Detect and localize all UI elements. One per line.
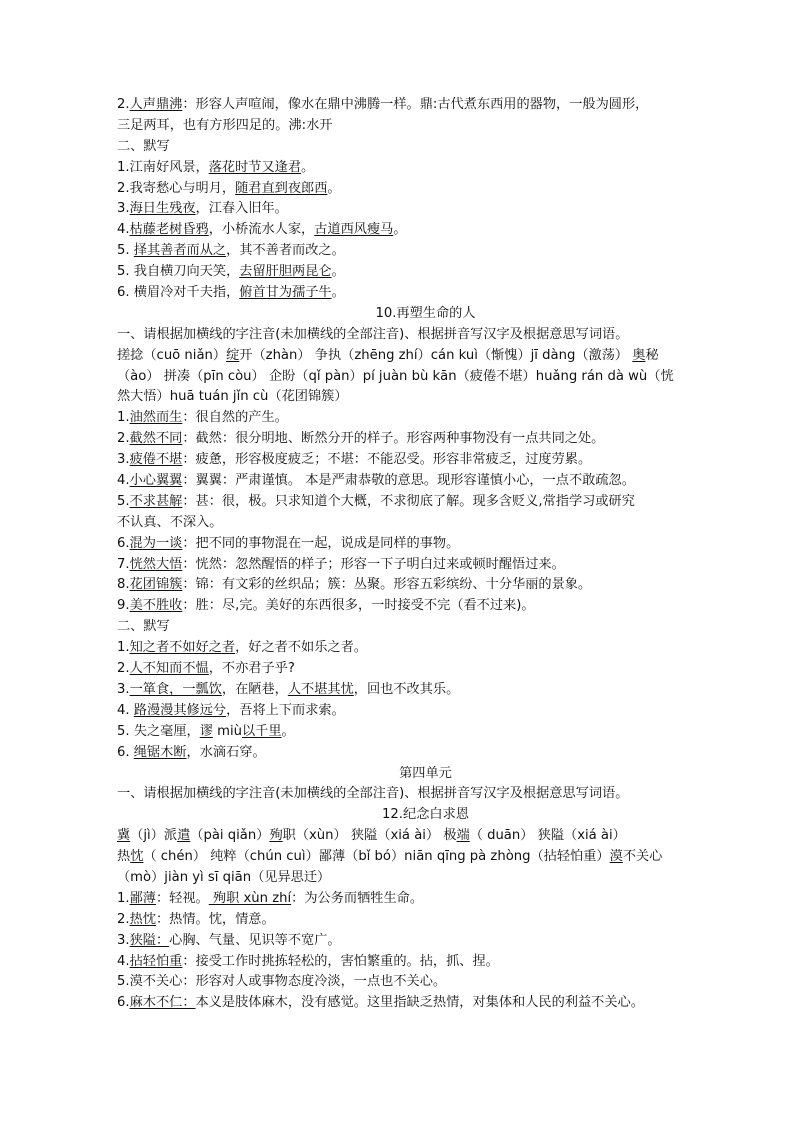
underlined-term: 狭隘： [129, 932, 170, 948]
text-run: 二、默写 [117, 138, 170, 154]
text-run: 9. [117, 598, 130, 614]
underlined-term: 小心翼翼 [129, 473, 183, 489]
text-line [117, 952, 734, 973]
text-line [117, 116, 734, 137]
text-run: 5. [117, 493, 130, 509]
text-run: 第四单元 [399, 765, 452, 781]
text-run: 1. [117, 890, 130, 906]
text-line [117, 137, 734, 158]
text-line [117, 680, 734, 701]
underlined-term: 鄙薄 [129, 890, 156, 906]
text-line [117, 743, 734, 764]
underlined-term: 奥 [632, 347, 646, 363]
text-line [117, 596, 734, 617]
underlined-term: 海日生残夜 [129, 201, 196, 217]
text-line [117, 826, 734, 847]
text-line [117, 931, 734, 952]
underlined-term: 俯首甘为孺子牛 [239, 285, 332, 301]
document-body [117, 95, 734, 1014]
text-line [117, 492, 734, 513]
text-run: ，其不善者而改之。 [226, 243, 345, 259]
text-line [117, 575, 734, 596]
text-run: 6. [117, 535, 130, 551]
underlined-term: 截然不同 [129, 431, 183, 447]
underlined-term: 油然而生 [129, 410, 183, 426]
text-run: ：形容人声喧闹，像水在鼎中沸腾一样。鼎:古代煮东西用的器物，一般为圆形， [182, 97, 649, 112]
text-run: 1.江南好风景， [117, 159, 209, 175]
section-heading [117, 304, 734, 325]
text-run: ：翼翼：严肃谨慎。 本是严肃恭敬的意思。现形容谨慎小心，一点不敢疏忽。 [182, 473, 635, 489]
text-run: 4. [117, 953, 130, 969]
text-line [117, 910, 734, 931]
text-line [117, 158, 734, 179]
text-line [117, 199, 734, 220]
underlined-term: 绳锯木断 [133, 744, 187, 760]
underlined-term: 知之者不如好之者 [129, 640, 236, 656]
text-line [117, 325, 734, 346]
text-run: ：很自然的产生。 [182, 410, 288, 426]
underlined-term: 人不堪其忧 [287, 681, 354, 697]
text-run: 搓捻（cuō niǎn） [117, 347, 227, 363]
text-line [117, 659, 734, 680]
text-run: ，小桥流水人家， [208, 222, 315, 238]
text-run: 3. [117, 932, 130, 948]
text-line [117, 847, 734, 868]
underlined-term: 拈轻怕重 [129, 953, 183, 969]
underlined-term: 冀 [117, 828, 131, 844]
underlined-term: 绽 [226, 347, 240, 363]
underlined-term: 美不胜收 [129, 598, 183, 614]
text-run: （mò）jiàn yì sī qiān（见异思迁） [117, 869, 331, 885]
text-run: ：为公务而牺牲生命。 [291, 890, 424, 906]
underlined-term: 热忱 [129, 911, 156, 927]
text-line [117, 450, 734, 471]
text-run: 。 [331, 285, 345, 301]
text-line [117, 784, 734, 805]
text-run: 6. [117, 995, 130, 1011]
section-heading [117, 805, 734, 826]
underlined-term: 端 [456, 828, 470, 844]
text-run: ：把不同的事物混在一起，说成是同样的事物。 [182, 535, 460, 551]
text-line [117, 283, 734, 304]
text-run: 本义是肢体麻木，没有感觉。这里指缺乏热情，对集体和人民的利益不关心。 [195, 995, 644, 1011]
text-run: 。 [281, 723, 295, 739]
underlined-term: 一箪食，一瓢饮 [129, 681, 222, 697]
text-run: （jì）派 [130, 828, 178, 844]
text-run: ，水滴石穿。 [186, 744, 266, 760]
text-run: 。 [393, 222, 407, 238]
underlined-term: 落花时节又逢君 [208, 159, 302, 175]
text-run: 不认真、不深入。 [117, 514, 223, 530]
text-run: 6. 横眉冷对千夫指， [117, 285, 240, 301]
section-heading [117, 764, 734, 785]
text-run: 1. [117, 410, 130, 426]
text-run: 秘 [645, 347, 659, 363]
text-run: 12.纪念白求恩 [382, 807, 469, 823]
text-run: 5. [117, 243, 134, 259]
text-run: 4. [117, 473, 130, 489]
text-run: 10.再塑生命的人 [375, 305, 476, 321]
underlined-term: 枯藤老树昏鸦 [129, 222, 209, 238]
text-run: （ duān） 狭隘（xiá ài） [469, 828, 626, 844]
text-line [117, 95, 734, 116]
underlined-term: 疲倦不堪 [129, 452, 183, 468]
underlined-term: 人不知而不愠 [129, 661, 209, 677]
text-run: ：胜：尽,完。美好的东西很多，一时接受不完（看不过来)。 [182, 598, 535, 614]
text-line [117, 262, 734, 283]
underlined-term: 随君直到夜郎西 [235, 180, 328, 196]
underlined-term: 混为一谈 [129, 535, 183, 551]
text-run: （ào） 拼凑（pīn còu） 企盼（qǐ pàn）pí juàn bù kān（疲倦不堪）huǎng rán dà wù（恍 [117, 368, 674, 384]
text-run: 三足两耳，也有方形四足的。沸:水开 [117, 117, 333, 133]
text-run: 二、默写 [117, 619, 170, 635]
underlined-term: 麻木不仁： [129, 995, 196, 1011]
text-run: 不关心 [622, 849, 663, 865]
text-run: 7. [117, 556, 130, 572]
text-run: 一、请根据加横线的字注音(未加横线的全部注音)、根据拼音写汉字及根据意思写词语。 [117, 326, 629, 342]
text-run: ：热情。忱，情意。 [155, 911, 275, 927]
text-run: 5.漠不关心：形容对人或事物态度冷淡，一点也不关心。 [117, 974, 447, 990]
text-line [117, 638, 734, 659]
text-run: 4. [117, 702, 134, 718]
underlined-term: 漠 [609, 849, 623, 865]
text-run: 1. [117, 640, 130, 656]
text-run: miù [212, 723, 242, 739]
text-line [117, 868, 734, 889]
text-run: 2. [117, 431, 130, 447]
text-line [117, 993, 734, 1014]
underlined-term: 花团锦簇 [129, 577, 183, 593]
underlined-term: 忱 [130, 849, 144, 865]
text-line [117, 701, 734, 722]
underlined-term: 以千里 [241, 723, 282, 739]
text-line [117, 241, 734, 262]
underlined-term: 殉 [269, 828, 283, 844]
underlined-term: 择其善者而从之 [133, 243, 227, 259]
text-run: ：恍然：忽然醒悟的样子；形容一下子明白过来或顿时醒悟过来。 [182, 556, 565, 572]
text-run: ，在陋巷， [221, 681, 288, 697]
text-run: 2. [117, 97, 130, 112]
text-run: ：截然：很分明地、断然分开的样子。形容两种事物没有一点共同之处。 [182, 431, 605, 447]
underlined-term: 不求甚解 [129, 493, 183, 509]
text-run: 5. 我自横刀向天笑， [117, 264, 240, 280]
underlined-term: 遣 [177, 828, 191, 844]
text-run: 4. [117, 222, 130, 238]
text-line [117, 346, 734, 367]
text-run: 。 [301, 159, 315, 175]
underlined-term: 路漫漫其修远兮 [133, 702, 227, 718]
text-run: 热 [117, 849, 131, 865]
text-run: 职（xùn） 狭隘（xiá ài） 极 [282, 828, 457, 844]
text-run: ：接受工作时挑拣轻松的，害怕繁重的。拈，抓、捏。 [182, 953, 499, 969]
text-run: 3. [117, 452, 130, 468]
text-line [117, 972, 734, 993]
text-line [117, 534, 734, 555]
text-run: （pài qiǎn） [190, 828, 270, 844]
text-run: 8. [117, 577, 130, 593]
text-line [117, 429, 734, 450]
text-line [117, 471, 734, 492]
text-run: 一、请根据加横线的字注音(未加横线的全部注音)、根据拼音写汉字及根据意思写词语。 [117, 786, 629, 802]
text-run: ，江春入旧年。 [195, 201, 288, 217]
underlined-term: 去留肝胆两昆仑 [239, 264, 332, 280]
text-line [117, 367, 734, 388]
text-run: ：锦：有文彩的丝织品；簇：丛聚。形容五彩缤纷、十分华丽的景象。 [182, 577, 592, 593]
text-run: ：疲惫，形容极度疲乏；不堪：不能忍受。形容非常疲乏，过度劳累。 [182, 452, 592, 468]
text-line [117, 408, 734, 429]
text-line [117, 387, 734, 408]
text-run: 3. [117, 681, 130, 697]
text-line [117, 555, 734, 576]
text-run: 开（zhàn） 争执（zhēng zhí）cán kuì（惭愧）jī dàng（激荡） [239, 347, 633, 363]
text-line [117, 179, 734, 200]
underlined-term: 古道西风瘦马 [314, 222, 394, 238]
text-run: 。 [327, 180, 341, 196]
text-line [117, 513, 734, 534]
text-run: 2. [117, 911, 130, 927]
text-run: ，回也不改其乐。 [353, 681, 460, 697]
underlined-term: 殉职 xùn zhí [208, 890, 292, 906]
text-line [117, 722, 734, 743]
underlined-term: 谬 [199, 723, 213, 739]
text-run: ，好之者不如乐之者。 [235, 640, 367, 656]
text-line [117, 617, 734, 638]
text-run: （ chén） 纯粹（chún cuì）鄙薄（bǐ bó）niān qīng pà zhòng（拈轻怕重） [143, 849, 610, 865]
text-line [117, 889, 734, 910]
text-run: 心胸、气量、见识等不宽广。 [169, 932, 341, 948]
text-run: 然大悟）huā tuán jǐn cù（花团锦簇） [117, 389, 348, 405]
text-run: 。 [331, 264, 345, 280]
underlined-term: 恍然大悟 [129, 556, 183, 572]
text-run: ，吾将上下而求索。 [226, 702, 345, 718]
text-line [117, 220, 734, 241]
text-run: ：轻视。 [155, 890, 209, 906]
text-run: 2. [117, 661, 130, 677]
text-run: ：甚：很，极。只求知道个大概，不求彻底了解。现多含贬义,常指学习或研究 [182, 493, 635, 509]
underlined-term: 人声鼎沸 [129, 97, 183, 112]
text-run: ，不亦君子乎? [208, 661, 295, 677]
text-run: 2.我寄愁心与明月， [117, 180, 236, 196]
text-run: 5. 失之毫厘， [117, 723, 200, 739]
text-run: 6. [117, 744, 134, 760]
text-run: 3. [117, 201, 130, 217]
